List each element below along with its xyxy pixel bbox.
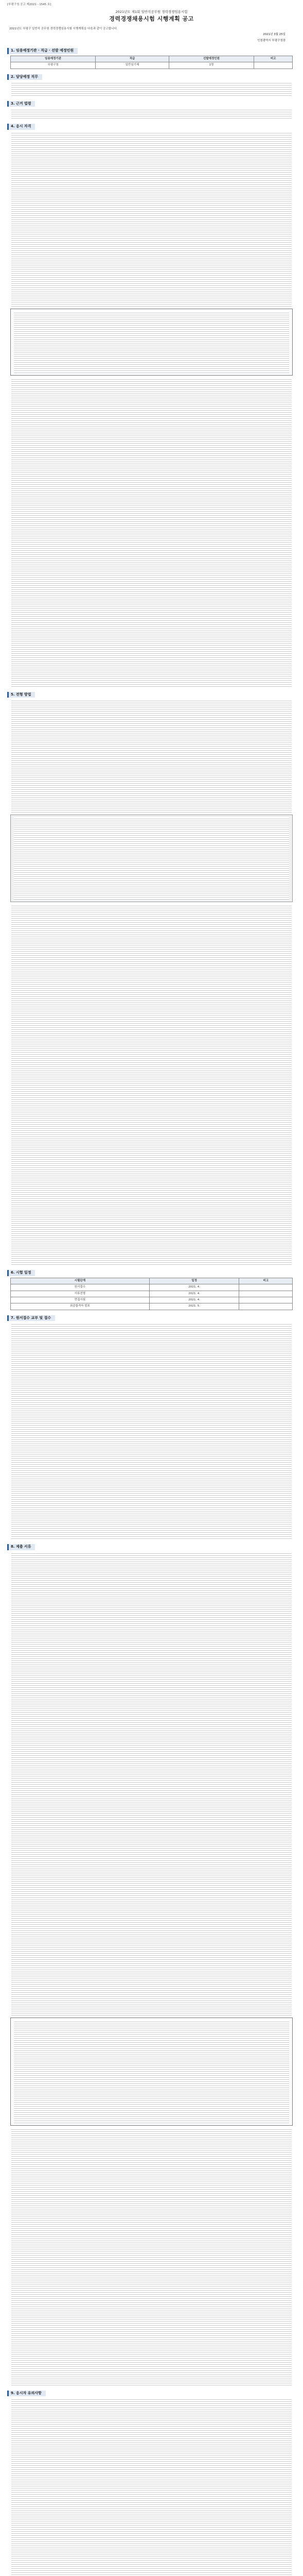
section-text-block (11, 81, 292, 96)
table-cell (239, 1297, 293, 1303)
table-cell: 2021. 4. (149, 1291, 239, 1297)
section-text-block (11, 131, 292, 307)
section-title: 3. 근거 법령 (7, 101, 35, 107)
section-title: 2. 담당예정 직무 (7, 74, 42, 80)
title-block (7, 10, 296, 23)
section-text-block (11, 1552, 292, 2015)
section-text-block (11, 904, 292, 1265)
section-4 (7, 124, 296, 686)
table-cell: 2021. 4. (149, 1284, 239, 1291)
notice-title: 경력경쟁채용시험 시행계획 공고 (109, 15, 194, 23)
section-title: 1. 임용예정기관 · 직급 · 선발 예정인원 (7, 48, 78, 54)
table-cell: 2021. 4. (149, 1297, 239, 1303)
table-cell: 2021. 5. (149, 1303, 239, 1310)
box-text-block (14, 311, 289, 373)
section-text-block (11, 108, 292, 118)
table-header: 일정 (149, 1278, 239, 1284)
section-8 (7, 1544, 296, 2385)
section-2 (7, 74, 296, 96)
table-header: 비고 (254, 56, 293, 62)
section-body (10, 1278, 293, 1310)
section-text-block (11, 378, 292, 687)
section-3 (7, 101, 296, 118)
section-body (10, 56, 293, 69)
table-header: 비고 (239, 1278, 293, 1284)
table-header: 선발예정인원 (169, 56, 254, 62)
box-text-block (14, 2020, 289, 2123)
section-6 (7, 1270, 296, 1310)
table-header: 임용예정기관 (11, 56, 96, 62)
evaluation-box (10, 815, 293, 902)
positions-table (10, 56, 293, 69)
table-cell: 최종합격자 발표 (11, 1303, 150, 1310)
section-5 (7, 692, 296, 1265)
table-cell (239, 1284, 293, 1291)
table-header: 직급 (96, 56, 169, 62)
table-cell: 부평구청 (11, 62, 96, 69)
section-title: 7. 원서접수 교부 및 접수 (7, 1315, 55, 1321)
section-title: 5. 전형 방법 (7, 692, 35, 698)
section-text-block (11, 2398, 292, 2576)
table-cell (239, 1303, 293, 1310)
table-cell: 일반임기제 (96, 62, 169, 69)
section-text-block (11, 2128, 292, 2385)
section-title: 8. 제출 서류 (7, 1544, 35, 1550)
intro-text: 2021년도 부평구 일반직 공무원 경력경쟁임용시험 시행계획을 다음과 같이 공고합니다. (9, 27, 118, 31)
table-cell (254, 62, 293, 69)
table-cell: 면접시험 (11, 1297, 150, 1303)
notice-number: [부평구청 공고 제2021 - 1545 호] (7, 3, 51, 6)
documents-box (10, 2018, 293, 2126)
table-cell (239, 1291, 293, 1297)
notice-issuer: 인천광역시 부평구청장 (257, 39, 286, 42)
table-header: 시험단계 (11, 1278, 150, 1284)
section-title: 4. 응시 자격 (7, 124, 35, 129)
section-text-block (11, 1323, 292, 1539)
section-9 (7, 2391, 296, 2576)
table-cell: 1명 (169, 62, 254, 69)
notice-date: 2021년 3월 25일 (263, 33, 286, 37)
schedule-table (10, 1278, 293, 1310)
table-cell: 서류전형 (11, 1291, 150, 1297)
table-cell: 원서접수 (11, 1284, 150, 1291)
qualification-box (10, 309, 293, 376)
section-7 (7, 1315, 296, 1539)
section-1 (7, 48, 296, 69)
box-text-block (14, 817, 289, 900)
notice-subtitle: 2021년도 제1회 일반직공무원 경력경쟁임용시험 (115, 10, 188, 14)
section-title: 9. 응시자 유의사항 (7, 2391, 46, 2396)
section-text-block (11, 699, 292, 812)
section-title: 6. 시험 일정 (7, 1270, 35, 1276)
